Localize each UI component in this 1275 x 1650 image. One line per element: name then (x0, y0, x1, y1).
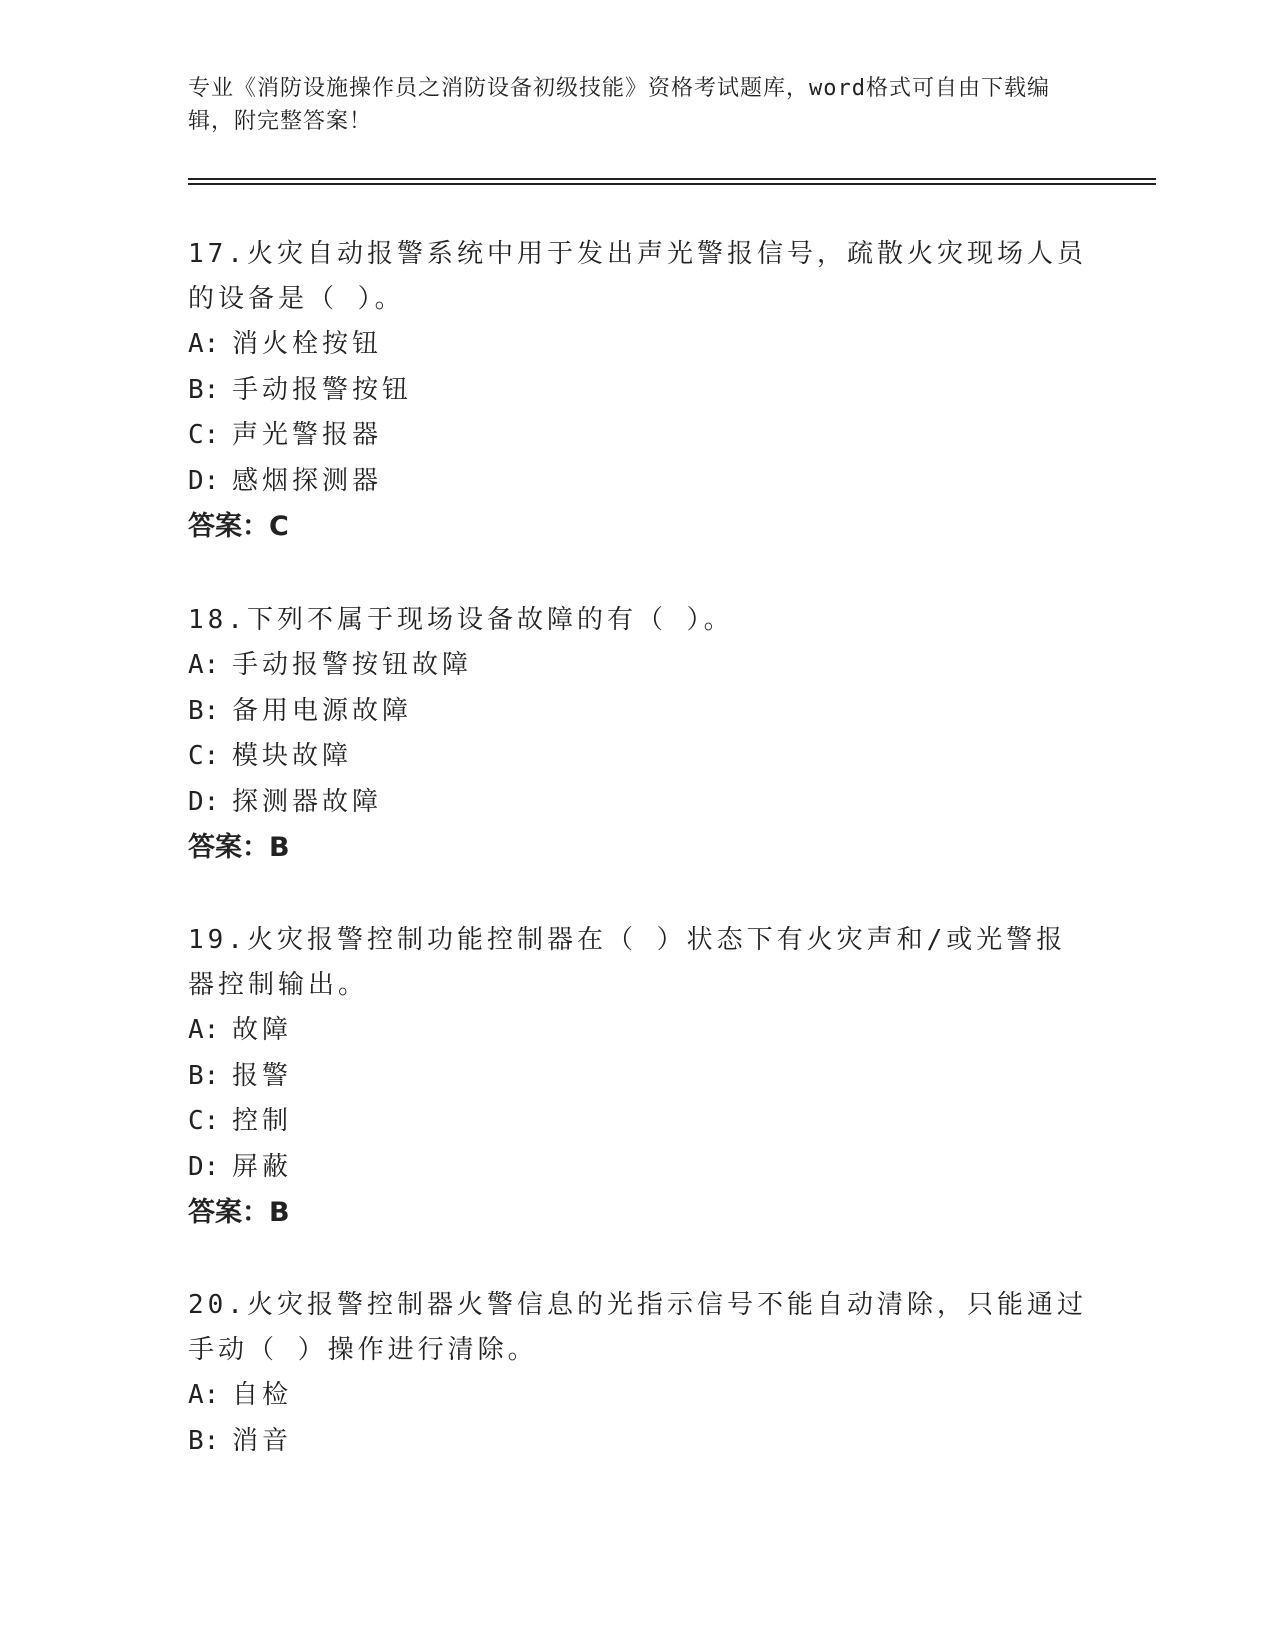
option-c (188, 413, 1088, 459)
question-stem: 18.下列不属于现场设备故障的有（ ）。 (188, 605, 734, 635)
option-key: D: (188, 465, 220, 496)
option-a (188, 643, 1088, 689)
option-text: 消火栓按钮 (232, 329, 383, 359)
question-20 (188, 1283, 1088, 1464)
option-key: B: (188, 695, 220, 726)
option-text: 控制 (232, 1106, 293, 1136)
option-key: A: (188, 1380, 220, 1410)
option-text: 报警 (232, 1060, 293, 1091)
option-text: 自检 (232, 1380, 293, 1410)
header-divider-top (188, 178, 1156, 180)
option-d (188, 780, 1088, 826)
option-d (188, 1145, 1088, 1191)
option-b (188, 1054, 1088, 1100)
option-a (188, 1008, 1088, 1054)
option-text: 感烟探测器 (232, 465, 383, 496)
question-19 (188, 918, 1088, 1236)
option-key: C: (188, 420, 220, 450)
option-text: 手动报警按钮 (232, 374, 413, 405)
header-divider-bottom (188, 183, 1156, 185)
option-key: A: (188, 1015, 220, 1045)
option-key: C: (188, 1106, 220, 1136)
option-key: B: (188, 1060, 220, 1091)
option-key: B: (188, 374, 220, 405)
question-18 (188, 598, 1088, 871)
option-a (188, 322, 1088, 368)
option-text: 备用电源故障 (232, 695, 413, 726)
option-text: 手动报警按钮故障 (232, 650, 473, 680)
answer-line: 答案：B (188, 1197, 290, 1228)
option-key: D: (188, 1151, 220, 1182)
answer-line: 答案：C (188, 511, 289, 542)
option-key: A: (188, 329, 220, 359)
option-key: C: (188, 741, 220, 771)
option-key: D: (188, 786, 220, 817)
header-intro-text: 专业《消防设施操作员之消防设备初级技能》资格考试题库，word格式可自由下载编辑，附完整答案！ (188, 76, 1050, 134)
option-text: 探测器故障 (232, 786, 383, 817)
option-a (188, 1373, 1088, 1419)
option-text: 模块故障 (232, 741, 353, 771)
option-key: A: (188, 650, 220, 680)
option-text: 故障 (232, 1015, 293, 1045)
option-b (188, 689, 1088, 735)
option-b (188, 368, 1088, 414)
question-stem: 17.火灾自动报警系统中用于发出声光警报信号，疏散火灾现场人员的设备是（ ）。 (188, 239, 1087, 314)
option-c (188, 1099, 1088, 1145)
option-text: 声光警报器 (232, 420, 383, 450)
document-header (188, 72, 1068, 138)
option-text: 屏蔽 (232, 1151, 293, 1182)
answer-line: 答案：B (188, 832, 290, 863)
option-key: B: (188, 1425, 220, 1456)
question-stem: 19.火灾报警控制功能控制器在（ ）状态下有火灾声和/或光警报器控制输出。 (188, 925, 1067, 1000)
option-d (188, 459, 1088, 505)
option-b (188, 1419, 1088, 1465)
question-17 (188, 232, 1088, 550)
option-text: 消音 (232, 1425, 293, 1456)
question-stem: 20.火灾报警控制器火警信息的光指示信号不能自动清除，只能通过手动（ ）操作进行清除。 (188, 1290, 1087, 1365)
option-c (188, 734, 1088, 780)
